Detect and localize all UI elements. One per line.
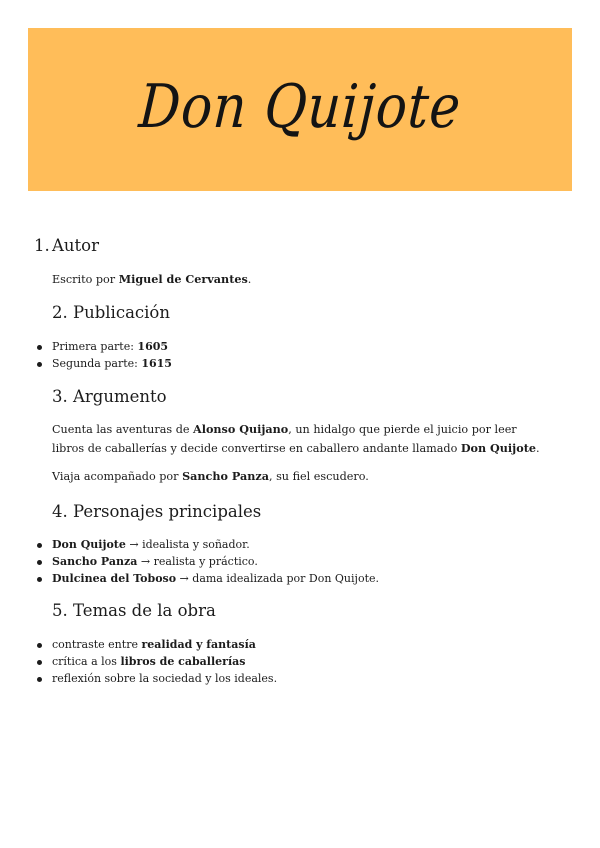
list-item	[52, 536, 552, 553]
text-run: Viaja acompañado por	[52, 470, 183, 483]
section-number: 1.	[34, 236, 50, 255]
list-item	[52, 570, 552, 587]
list-item	[52, 338, 552, 355]
item-label: Primera parte:	[52, 340, 138, 353]
section-heading-publicacion: 2. Publicación	[52, 303, 170, 322]
theme-keyword: realidad y fantasía	[141, 638, 256, 651]
character-name: Sancho Panza	[182, 469, 269, 483]
item-value: 1605	[137, 340, 169, 353]
list-item	[52, 670, 552, 687]
character-name: Don Quijote	[52, 538, 126, 551]
item-label: Segunda parte:	[52, 357, 142, 370]
list-item	[52, 653, 552, 670]
list-item	[52, 553, 552, 570]
character-name: Dulcinea del Toboso	[52, 572, 177, 585]
text-run: contraste entre	[52, 638, 142, 651]
theme-keyword: libros de caballerías	[120, 655, 246, 668]
text-run: , un hidalgo que pierde el juicio por leer libros de caballerías y decide convertirse en caballero andante llamado	[52, 423, 517, 455]
text-run: .	[247, 273, 252, 286]
list-item	[52, 636, 552, 653]
publicacion-list	[52, 338, 552, 372]
character-name: Alonso Quijano	[193, 422, 289, 436]
autor-paragraph	[52, 270, 542, 289]
text-run: Cuenta las aventuras de	[52, 423, 194, 436]
argumento-paragraph-2	[52, 467, 542, 486]
text-run: .	[535, 442, 540, 455]
argumento-paragraph-1	[52, 420, 542, 458]
personajes-list	[52, 536, 552, 587]
character-desc: → dama idealizada por Don Quijote.	[176, 572, 379, 585]
text-run: reflexión sobre la sociedad y los ideales.	[52, 672, 278, 685]
text-run: , su fiel escudero.	[268, 470, 369, 483]
character-name: Sancho Panza	[52, 555, 138, 568]
section-heading-personajes: 4. Personajes principales	[52, 502, 262, 521]
text-run: crítica a los	[52, 655, 121, 668]
temas-list	[52, 636, 552, 687]
character-name: Don Quijote	[460, 441, 536, 455]
text-run: Escrito por	[52, 273, 119, 286]
item-value: 1615	[141, 357, 172, 370]
title-banner	[28, 28, 572, 191]
section-heading-argumento: 3. Argumento	[52, 387, 167, 406]
section-heading-autor: Autor	[52, 236, 99, 255]
list-item	[52, 355, 552, 372]
banner-title: Don Quijote	[136, 72, 464, 142]
section-heading-temas: 5. Temas de la obra	[52, 601, 216, 620]
character-desc: → idealista y soñador.	[125, 538, 250, 551]
author-name: Miguel de Cervantes	[118, 272, 248, 286]
character-desc: → realista y práctico.	[137, 555, 258, 568]
